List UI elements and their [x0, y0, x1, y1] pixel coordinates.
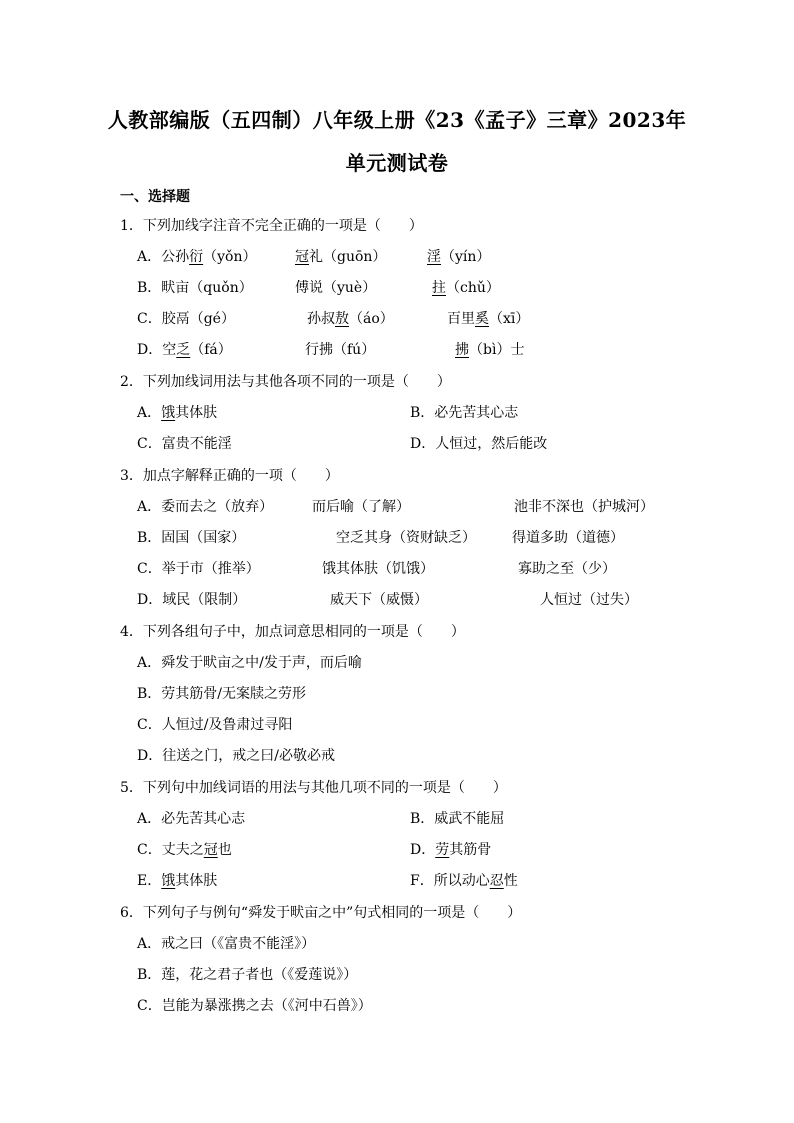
question-1-option-1-1 — [295, 278, 376, 298]
section-heading: 一、选择题 — [120, 189, 190, 205]
option-text: 傅说（yuè） — [295, 280, 377, 296]
question-6-stem: 6．下列句子与例句“舜发于畎亩之中”句式相同的一项是（ ） — [120, 905, 522, 921]
option-text: 得道多助（道德） — [512, 530, 624, 546]
option-text: C．富贵不能淫 — [137, 436, 232, 452]
option-text: （fá） — [190, 342, 232, 358]
option-text: （áo） — [349, 311, 394, 327]
underlined-char: 奚 — [475, 311, 489, 327]
option-text: B．畎亩（quǒn） — [137, 280, 253, 296]
question-3-option-1-0 — [137, 528, 245, 548]
option-text: B．必先苦其心志 — [410, 405, 519, 421]
question-3-option-2-2 — [518, 559, 616, 579]
question-1-option-3-2 — [455, 340, 524, 360]
question-3-option-0-0 — [137, 497, 273, 517]
underlined-char: 劳 — [435, 842, 450, 858]
question-6-option-a: A．戒之曰（《富贵不能淫》） — [137, 936, 316, 952]
option-text: 饿其体肤（饥饿） — [322, 561, 434, 577]
option-text: 行拂（fú） — [305, 342, 376, 358]
question-6-option-b: B．莲，花之君子者也（《爱莲说》） — [137, 967, 358, 983]
option-text: E． — [137, 873, 162, 889]
option-text: 百里 — [447, 311, 475, 327]
option-text: 空乏其身（资财缺乏） — [336, 530, 476, 546]
question-2-option-1-1 — [410, 434, 547, 454]
option-text: 而后喻（了解） — [312, 499, 410, 515]
option-text: C．丈夫之 — [137, 842, 204, 858]
option-text: 威天下（威慑） — [330, 592, 428, 608]
option-text: B．威武不能屈 — [410, 811, 505, 827]
option-text: 孙叔 — [307, 311, 335, 327]
option-text: D．人恒过，然后能改 — [410, 436, 548, 452]
option-text: A．委而去之（放弃） — [137, 499, 274, 515]
question-1-stem: 1．下列加线字注音不完全正确的一项是（ ） — [120, 218, 423, 234]
question-3-stem: 3．加点字解释正确的一项（ ） — [120, 468, 339, 484]
question-3-option-1-2 — [512, 528, 624, 548]
question-3-option-2-1 — [322, 559, 434, 579]
question-3-option-0-1 — [312, 497, 410, 517]
question-5-stem: 5．下列句中加线词语的用法与其他几项不同的一项是（ ） — [120, 780, 507, 796]
question-1-option-2-0 — [137, 309, 235, 329]
option-text: （yǒn） — [203, 249, 257, 265]
question-3-option-3-0 — [137, 590, 246, 610]
underlined-char: 饿 — [161, 873, 176, 889]
option-text: B．固国（国家） — [137, 530, 246, 546]
underlined-char: 冠 — [295, 249, 309, 265]
question-5-option-0-1 — [410, 809, 504, 829]
underlined-char: 拄 — [432, 280, 446, 296]
question-4-option-a: A．舜发于畎亩之中/发于声，而后喻 — [137, 655, 362, 671]
question-5-option-1-0 — [137, 840, 232, 860]
option-text: 其筋骨 — [449, 842, 492, 858]
underlined-char: 冠 — [203, 842, 218, 858]
question-2-option-0-1 — [410, 403, 518, 423]
question-1-option-2-2 — [447, 309, 529, 329]
question-4-option-d: D．往送之门，戒之曰/必敬必戒 — [137, 748, 335, 764]
page-title-line2: 单元测试卷 — [345, 151, 449, 175]
option-text: （bì）士 — [469, 342, 525, 358]
question-4-stem: 4．下列各组句子中，加点词意思相同的一项是（ ） — [120, 624, 465, 640]
underlined-char: 饿 — [161, 405, 176, 421]
question-2-option-1-0 — [137, 434, 232, 454]
question-3-option-2-0 — [137, 559, 260, 579]
question-1-option-1-2 — [432, 278, 500, 298]
option-text: A． — [137, 405, 162, 421]
underlined-char: 敖 — [335, 311, 349, 327]
option-text: A．公孙 — [137, 249, 190, 265]
question-5-option-1-1 — [410, 840, 491, 860]
question-2-option-0-0 — [137, 403, 217, 423]
question-3-option-1-1 — [336, 528, 476, 548]
question-6-option-c: C．岂能为暴涨携之去（《河中石兽》） — [137, 998, 372, 1014]
underlined-char: 拂 — [455, 342, 469, 358]
option-text: 寡助之至（少） — [518, 561, 616, 577]
option-text: F．所以动心 — [410, 873, 490, 889]
option-text: C．胶鬲（gé） — [137, 311, 235, 327]
question-3-option-0-2 — [514, 497, 654, 517]
option-text: 其体肤 — [175, 873, 218, 889]
option-text: 其体肤 — [175, 405, 218, 421]
option-text: 礼（guōn） — [309, 249, 387, 265]
question-5-option-2-0 — [137, 871, 217, 891]
question-1-option-3-0 — [137, 340, 232, 360]
underlined-char: 忍 — [489, 873, 504, 889]
option-text: （xī） — [489, 311, 530, 327]
option-text: 池非不深也（护城河） — [514, 499, 654, 515]
question-1-option-0-0 — [137, 247, 256, 267]
option-text: （chǔ） — [446, 280, 500, 296]
option-text: 性 — [503, 873, 518, 889]
option-text: 也 — [217, 842, 232, 858]
question-1-option-0-1 — [295, 247, 386, 267]
question-1-option-1-0 — [137, 278, 253, 298]
option-text: 人恒过（过失） — [540, 592, 638, 608]
question-4-option-c: C．人恒过/及鲁肃过寻阳 — [137, 717, 293, 733]
question-4-option-b: B．劳其筋骨/无案牍之劳形 — [137, 686, 307, 702]
option-text: A．必先苦其心志 — [137, 811, 246, 827]
question-1-option-0-2 — [427, 247, 490, 267]
underlined-char: 衍 — [189, 249, 204, 265]
question-2-stem: 2．下列加线词用法与其他各项不同的一项是（ ） — [120, 374, 451, 390]
page-title-line1: 人教部编版（五四制）八年级上册《23《孟子》三章》2023年 — [107, 108, 687, 132]
question-1-option-3-1 — [305, 340, 375, 360]
question-5-option-0-0 — [137, 809, 245, 829]
option-text: D．空 — [137, 342, 177, 358]
underlined-char: 乏 — [176, 342, 191, 358]
option-text: D． — [410, 842, 436, 858]
question-3-option-3-1 — [330, 590, 428, 610]
question-3-option-3-2 — [540, 590, 638, 610]
option-text: （yín） — [441, 249, 491, 265]
underlined-char: 淫 — [427, 249, 441, 265]
option-text: C．举于市（推举） — [137, 561, 260, 577]
question-5-option-2-1 — [410, 871, 518, 891]
question-1-option-2-1 — [307, 309, 394, 329]
option-text: D．域民（限制） — [137, 592, 247, 608]
